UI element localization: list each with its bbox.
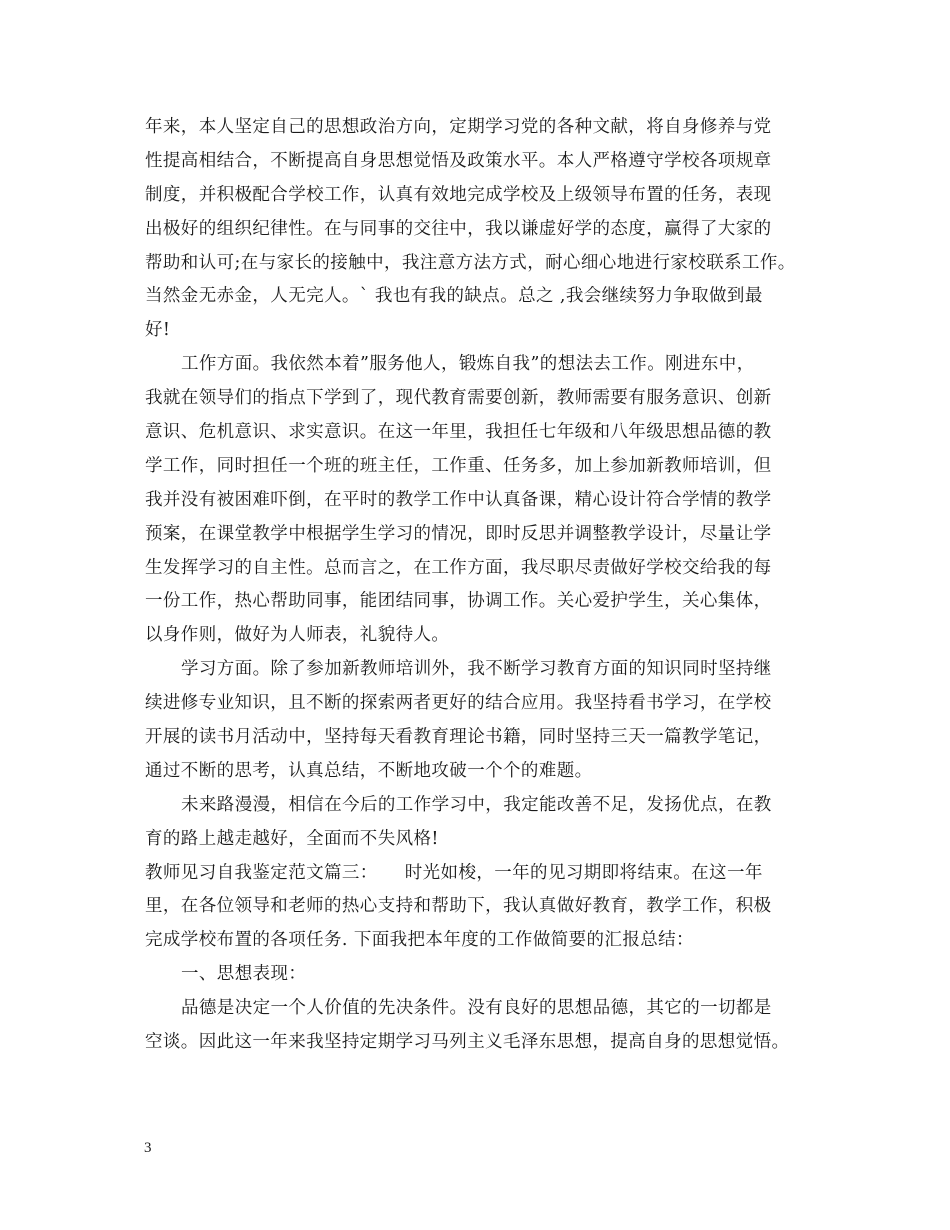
text-line: 空谈。因此这一年来我坚持定期学习马列主义毛泽东思想，提高自身的思想觉悟。 [145, 1032, 790, 1053]
text-line: 以身作则，做好为人师表，礼貌待人。 [145, 625, 450, 646]
text-line: 我就在领导们的指点下学到了，现代教育需要创新，教师需要有服务意识、创新 [145, 388, 772, 409]
text-line: 意识、危机意识、求实意识。在这一年里，我担任七年级和八年级思想品德的教 [145, 422, 772, 443]
paragraph-start-line: 学习方面。除了参加新教师培训外，我不断学习教育方面的知识同时坚持继 [181, 659, 772, 680]
page-number: 3 [144, 1140, 152, 1156]
text-line: 续进修专业知识，且不断的探索两者更好的结合应用。我坚持看书学习，在学校 [145, 693, 772, 714]
text-line: 预案，在课堂教学中根据学生学习的情况，即时反思并调整教学设计，尽量让学 [145, 523, 772, 544]
text-line: 年来，本人坚定自己的思想政治方向，定期学习党的各种文献，将自身修养与党 [145, 117, 772, 137]
text-line: 性提高相结合，不断提高自身思想觉悟及政策水平。本人严格遵守学校各项规章 [145, 150, 772, 171]
subheading-line: 一、思想表现： [181, 964, 307, 985]
text-line: 学工作，同时担任一个班的班主任，工作重、任务多，加上参加新教师培训，但 [145, 455, 772, 476]
text-line: 完成学校布置的各项任务. 下面我把本年度的工作做简要的汇报总结： [145, 930, 694, 951]
text-line: 好! [145, 320, 171, 341]
text-line: 生发挥学习的自主性。总而言之，在工作方面，我尽职尽责做好学校交给我的每 [145, 557, 772, 578]
text-line: 当然金无赤金，人无完人。` 我也有我的缺点。总之 ,我会继续努力争取做到最 [145, 286, 763, 307]
text-line: 里，在各位领导和老师的热心支持和帮助下，我认真做好教育，教学工作，积极 [145, 896, 772, 917]
text-line: 出极好的组织纪律性。在与同事的交往中，我以谦虚好学的态度，赢得了大家的 [145, 218, 772, 239]
text-line: 我并没有被困难吓倒，在平时的教学工作中认真备课，精心设计符合学情的教学 [145, 489, 772, 510]
paragraph-start-line: 工作方面。我依然本着”服务他人，锻炼自我”的想法去工作。刚进东中， [181, 354, 755, 375]
body-text [145, 111, 811, 1060]
text-line: 通过不断的思考，认真总结，不断地攻破一个个的难题。 [145, 760, 593, 781]
text-line: 一份工作，热心帮助同事，能团结同事，协调工作。关心爱护学生，关心集体， [145, 591, 772, 612]
text-line: 制度，并积极配合学校工作，认真有效地完成学校及上级领导布置的任务，表现 [145, 184, 772, 205]
section-heading-line: 教师见习自我鉴定范文篇三： 时光如梭，一年的见习期即将结束。在这一年 [145, 862, 763, 883]
paragraph-start-line: 未来路漫漫，相信在今后的工作学习中，我定能改善不足，发扬优点，在教 [181, 794, 772, 815]
text-line: 开展的读书月活动中，坚持每天看教育理论书籍，同时坚持三天一篇教学笔记， [145, 727, 772, 748]
paragraph-start-line: 品德是决定一个人价值的先决条件。没有良好的思想品德，其它的一切都是 [181, 998, 772, 1019]
text-line: 育的路上越走越好，全面而不失风格! [145, 828, 439, 849]
text-line: 帮助和认可;在与家长的接触中，我注意方法方式，耐心细心地进行家校联系工作。 [145, 252, 796, 273]
